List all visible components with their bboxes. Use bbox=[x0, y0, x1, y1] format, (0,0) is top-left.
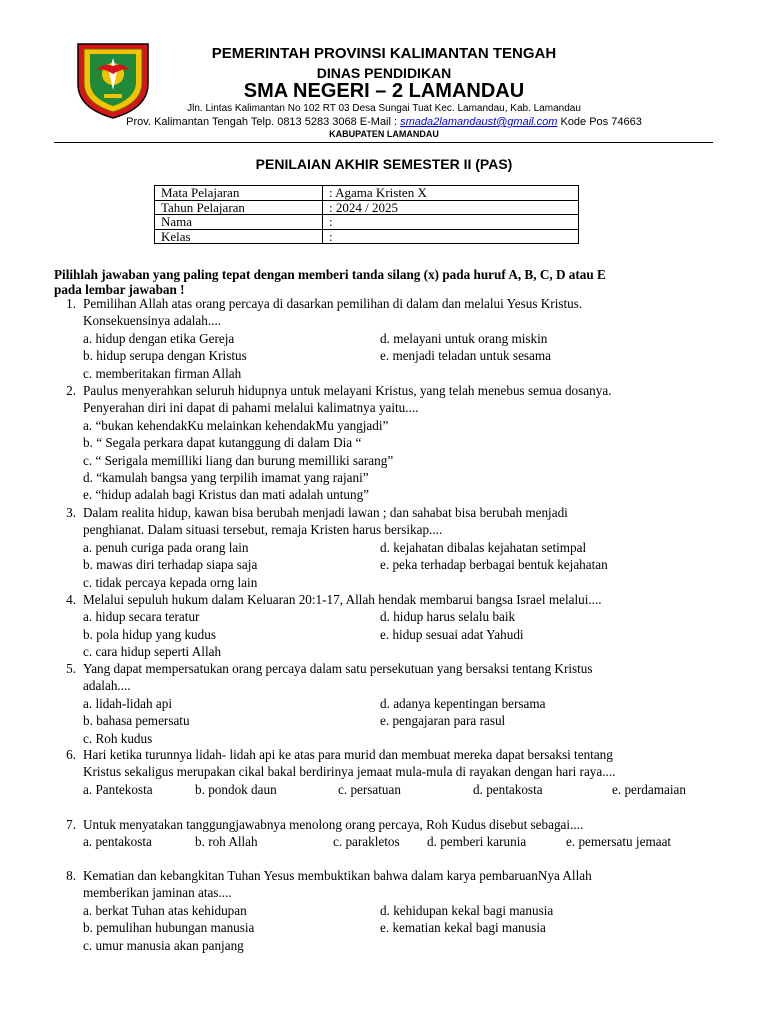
question-text: Untuk menyatakan tanggungjawabnya menolong orang percaya, Roh Kudus disebut sebagai.... bbox=[83, 817, 584, 832]
option-d[interactable]: d. adanya kepentingan bersama bbox=[380, 695, 546, 711]
contact-phone: Prov. Kalimantan Tengah Telp. 0813 5283 3068 E-Mail : bbox=[126, 116, 401, 128]
question-number: 4. bbox=[66, 592, 76, 607]
option-a[interactable]: a. pentakosta bbox=[83, 834, 152, 850]
government-heading: PEMERINTAH PROVINSI KALIMANTAN TENGAH bbox=[211, 45, 557, 62]
email-link[interactable]: smada2lamandaust@gmail.com bbox=[400, 116, 558, 128]
question-number: 3. bbox=[66, 505, 76, 520]
instruction-line: pada lembar jawaban ! bbox=[54, 282, 185, 297]
question-number: 8. bbox=[66, 868, 76, 883]
postal-code: Kode Pos 74663 bbox=[557, 116, 642, 128]
info-key: Tahun Pelajaran bbox=[155, 200, 323, 215]
option-c[interactable]: c. “ Serigala memilliki liang dan burung memilliki sarang” bbox=[83, 452, 394, 468]
option-b[interactable]: b. mawas diri terhadap siapa saja bbox=[83, 557, 258, 573]
option-a[interactable]: a. hidup dengan etika Gereja bbox=[83, 330, 235, 346]
option-a[interactable]: a. Pantekosta bbox=[83, 781, 153, 797]
option-c[interactable]: c. persatuan bbox=[338, 781, 401, 797]
instruction-line: Pilihlah jawaban yang paling tepat dengan memberi tanda silang (x) pada huruf A, B, C, D atau E bbox=[54, 267, 606, 282]
option-a[interactable]: a. hidup secara teratur bbox=[83, 609, 200, 625]
option-d[interactable]: d. “kamulah bangsa yang terpilih imamat yang rajani” bbox=[83, 470, 369, 485]
question-text: Dalam realita hidup, kawan bisa berubah menjadi lawan ; dan sahabat bisa berubah menjadi bbox=[83, 505, 568, 520]
option-e[interactable]: e. perdamaian bbox=[612, 781, 686, 797]
question-number: 1. bbox=[66, 296, 76, 311]
option-b[interactable]: b. pemulihan hubungan manusia bbox=[83, 920, 255, 936]
info-row bbox=[155, 186, 579, 201]
school-address: Jln. Lintas Kalimantan No 102 RT 03 Desa Sungai Tuat Kec. Lamandau, Kab. Lamandau bbox=[187, 103, 581, 114]
option-b[interactable]: b. bahasa pemersatu bbox=[83, 713, 190, 729]
question-number: 5. bbox=[66, 661, 76, 676]
option-d[interactable]: d. hidup harus selalu baik bbox=[380, 609, 516, 625]
option-c[interactable]: c. cara hidup seperti Allah bbox=[83, 644, 222, 660]
question-text: Hari ketika turunnya lidah- lidah api ke atas para murid dan membuat mereka dapat bersaksi tentang bbox=[83, 747, 613, 762]
info-key: Kelas bbox=[155, 229, 323, 244]
option-c[interactable]: c. memberitakan firman Allah bbox=[83, 365, 242, 381]
info-row bbox=[155, 215, 579, 230]
question-text: penghianat. Dalam situasi tersebut, remaja Kristen harus bersikap.... bbox=[83, 522, 443, 538]
question-number: 7. bbox=[66, 817, 76, 832]
option-e[interactable]: e. pemersatu jemaat bbox=[566, 834, 672, 850]
option-b[interactable]: b. pondok daun bbox=[195, 781, 277, 797]
info-key: Nama bbox=[155, 215, 323, 230]
option-a[interactable]: a. “bukan kehendakKu melainkan kehendakMu yangjadi” bbox=[83, 417, 389, 433]
option-b[interactable]: b. hidup serupa dengan Kristus bbox=[83, 348, 247, 364]
option-a[interactable]: a. lidah-lidah api bbox=[83, 695, 172, 711]
info-row bbox=[155, 200, 579, 215]
option-d[interactable]: d. kehidupan kekal bagi manusia bbox=[380, 902, 554, 918]
exam-title: PENILAIAN AKHIR SEMESTER II (PAS) bbox=[255, 156, 513, 172]
instructions bbox=[54, 267, 719, 297]
info-value: : bbox=[323, 229, 579, 244]
question-text: memberikan jaminan atas.... bbox=[83, 885, 232, 901]
option-a[interactable]: a. berkat Tuhan atas kehidupan bbox=[83, 902, 247, 918]
option-e[interactable]: e. “hidup adalah bagi Kristus dan mati adalah untung” bbox=[83, 487, 370, 503]
info-value: : bbox=[323, 215, 579, 230]
option-b[interactable]: b. roh Allah bbox=[195, 834, 258, 850]
option-c[interactable]: c. tidak percaya kepada orng lain bbox=[83, 574, 258, 590]
question-number: 6. bbox=[66, 747, 76, 762]
option-c[interactable]: c. umur manusia akan panjang bbox=[83, 937, 244, 953]
question-text: Yang dapat mempersatukan orang percaya dalam satu persekutuan yang bersaksi tentang Kristus bbox=[83, 661, 593, 676]
option-e[interactable]: e. pengajaran para rasul bbox=[380, 713, 506, 729]
question-text: Konsekuensinya adalah.... bbox=[83, 313, 222, 329]
option-e[interactable]: e. menjadi teladan untuk sesama bbox=[380, 348, 552, 364]
option-e[interactable]: e. peka terhadap berbagai bentuk kejahatan bbox=[380, 557, 608, 573]
info-value: : 2024 / 2025 bbox=[323, 200, 579, 215]
school-name: SMA NEGERI – 2 LAMANDAU bbox=[243, 80, 525, 102]
header-divider bbox=[54, 142, 713, 143]
option-d[interactable]: d. pemberi karunia bbox=[427, 834, 527, 850]
option-a[interactable]: a. penuh curiga pada orang lain bbox=[83, 539, 249, 555]
info-row bbox=[155, 229, 579, 244]
question-text: Kematian dan kebangkitan Tuhan Yesus membuktikan bahwa dalam karya pembaruanNya Allah bbox=[83, 868, 592, 883]
question-text: Penyerahan diri ini dapat di pahami melalui kalimatnya yaitu.... bbox=[83, 400, 419, 416]
department-heading: DINAS PENDIDIKAN bbox=[316, 65, 452, 81]
question-text: Pemilihan Allah atas orang percaya di dasarkan pemilihan di dalam dan melalui Yesus Kristus. bbox=[83, 296, 583, 311]
option-b[interactable]: b. pola hidup yang kudus bbox=[83, 626, 216, 642]
question-number: 2. bbox=[66, 383, 76, 398]
info-key: Mata Pelajaran bbox=[155, 186, 323, 201]
regency-label: KABUPATEN LAMANDAU bbox=[329, 129, 439, 139]
student-info-table bbox=[154, 185, 579, 244]
option-c[interactable]: c. parakletos bbox=[333, 834, 400, 850]
option-d[interactable]: d. kejahatan dibalas kejahatan setimpal bbox=[380, 539, 587, 555]
info-value: : Agama Kristen X bbox=[323, 186, 579, 201]
question-text: Kristus sekaligus merupakan cikal bakal berdirinya jemaat mula-mula di rayakan dengan hari raya.... bbox=[83, 764, 616, 780]
school-contact bbox=[80, 116, 688, 128]
option-d[interactable]: d. pentakosta bbox=[473, 781, 543, 797]
question-text: adalah.... bbox=[83, 678, 131, 694]
option-b[interactable]: b. “ Segala perkara dapat kutanggung di dalam Dia “ bbox=[83, 435, 362, 451]
option-c[interactable]: c. Roh kudus bbox=[83, 730, 153, 746]
question-text: Melalui sepuluh hukum dalam Keluaran 20:1-17, Allah hendak membarui bangsa Israel melalui.... bbox=[83, 592, 602, 607]
option-d[interactable]: d. melayani untuk orang miskin bbox=[380, 330, 548, 346]
option-e[interactable]: e. kematian kekal bagi manusia bbox=[380, 920, 546, 936]
question-text: Paulus menyerahkan seluruh hidupnya untuk melayani Kristus, yang telah menebus semua dosanya. bbox=[83, 383, 612, 398]
option-e[interactable]: e. hidup sesuai adat Yahudi bbox=[380, 626, 524, 642]
